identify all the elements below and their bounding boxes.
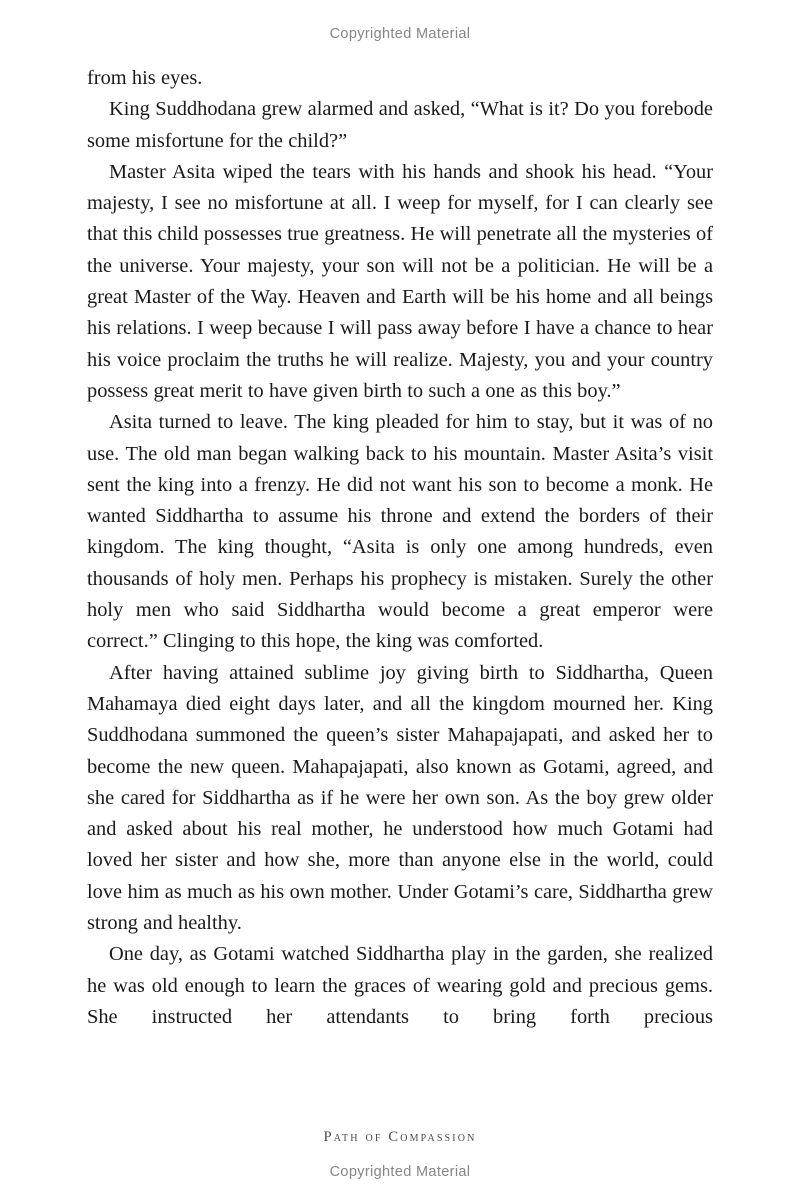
paragraph: from his eyes. [87,67,203,89]
paragraph: One day, as Gotami watched Siddhartha play in the garden, she realized he was old enough to learn the graces of wearing gold and precious gems. She instructed her attendants to bring forth precious [87,943,713,1028]
body-text-block [87,63,713,1033]
copyright-watermark-top: Copyrighted Material [329,26,471,42]
paragraph: Asita turned to leave. The king pleaded for him to stay, but it was of no use. The old man began walking back to his mountain. Master Asita’s visit sent the king into a frenzy. He did not want his son to become a monk. He wanted Siddhartha to assume his throne and extend the borders of their kingdom. The king thought, “Asita is only one among hundreds, even thousands of holy men. Perhaps his prophecy is mistaken. Surely the other holy men who said Siddhartha would become a great emperor were correct.” Clinging to this hope, the king was comforted. [87,411,713,653]
copyright-watermark-bottom: Copyrighted Material [329,1164,471,1180]
paragraph: King Suddhodana grew alarmed and asked, “What is it? Do you forebode some misfortune for the child?” [87,98,713,152]
running-head: Path of Compassion [323,1129,477,1145]
paragraph: Master Asita wiped the tears with his hands and shook his head. “Your majesty, I see no misfortune at all. I weep for myself, for I can clearly see that this child possesses true greatness. He will penetrate all the mysteries of the universe. Your majesty, your son will not be a politician. He will be a great Master of the Way. Heaven and Earth will be his home and all beings his relations. I weep because I will pass away before I have a chance to hear his voice proclaim the truths he will realize. Majesty, you and your country possess great merit to have given birth to such a one as this boy.” [87,160,713,402]
paragraph: After having attained sublime joy giving birth to Siddhartha, Queen Mahamaya died eight days later, and all the kingdom mourned her. King Suddhodana summoned the queen’s sister Mahapajapati, and asked her to become the new queen. Mahapajapati, also known as Gotami, agreed, and she cared for Siddhartha as if he were her own son. As the boy grew older and asked about his real mother, he understood how much Gotami had loved her sister and how she, more than anyone else in the world, could love him as much as his own mother. Under Gotami’s care, Siddhartha grew strong and healthy. [87,661,713,935]
